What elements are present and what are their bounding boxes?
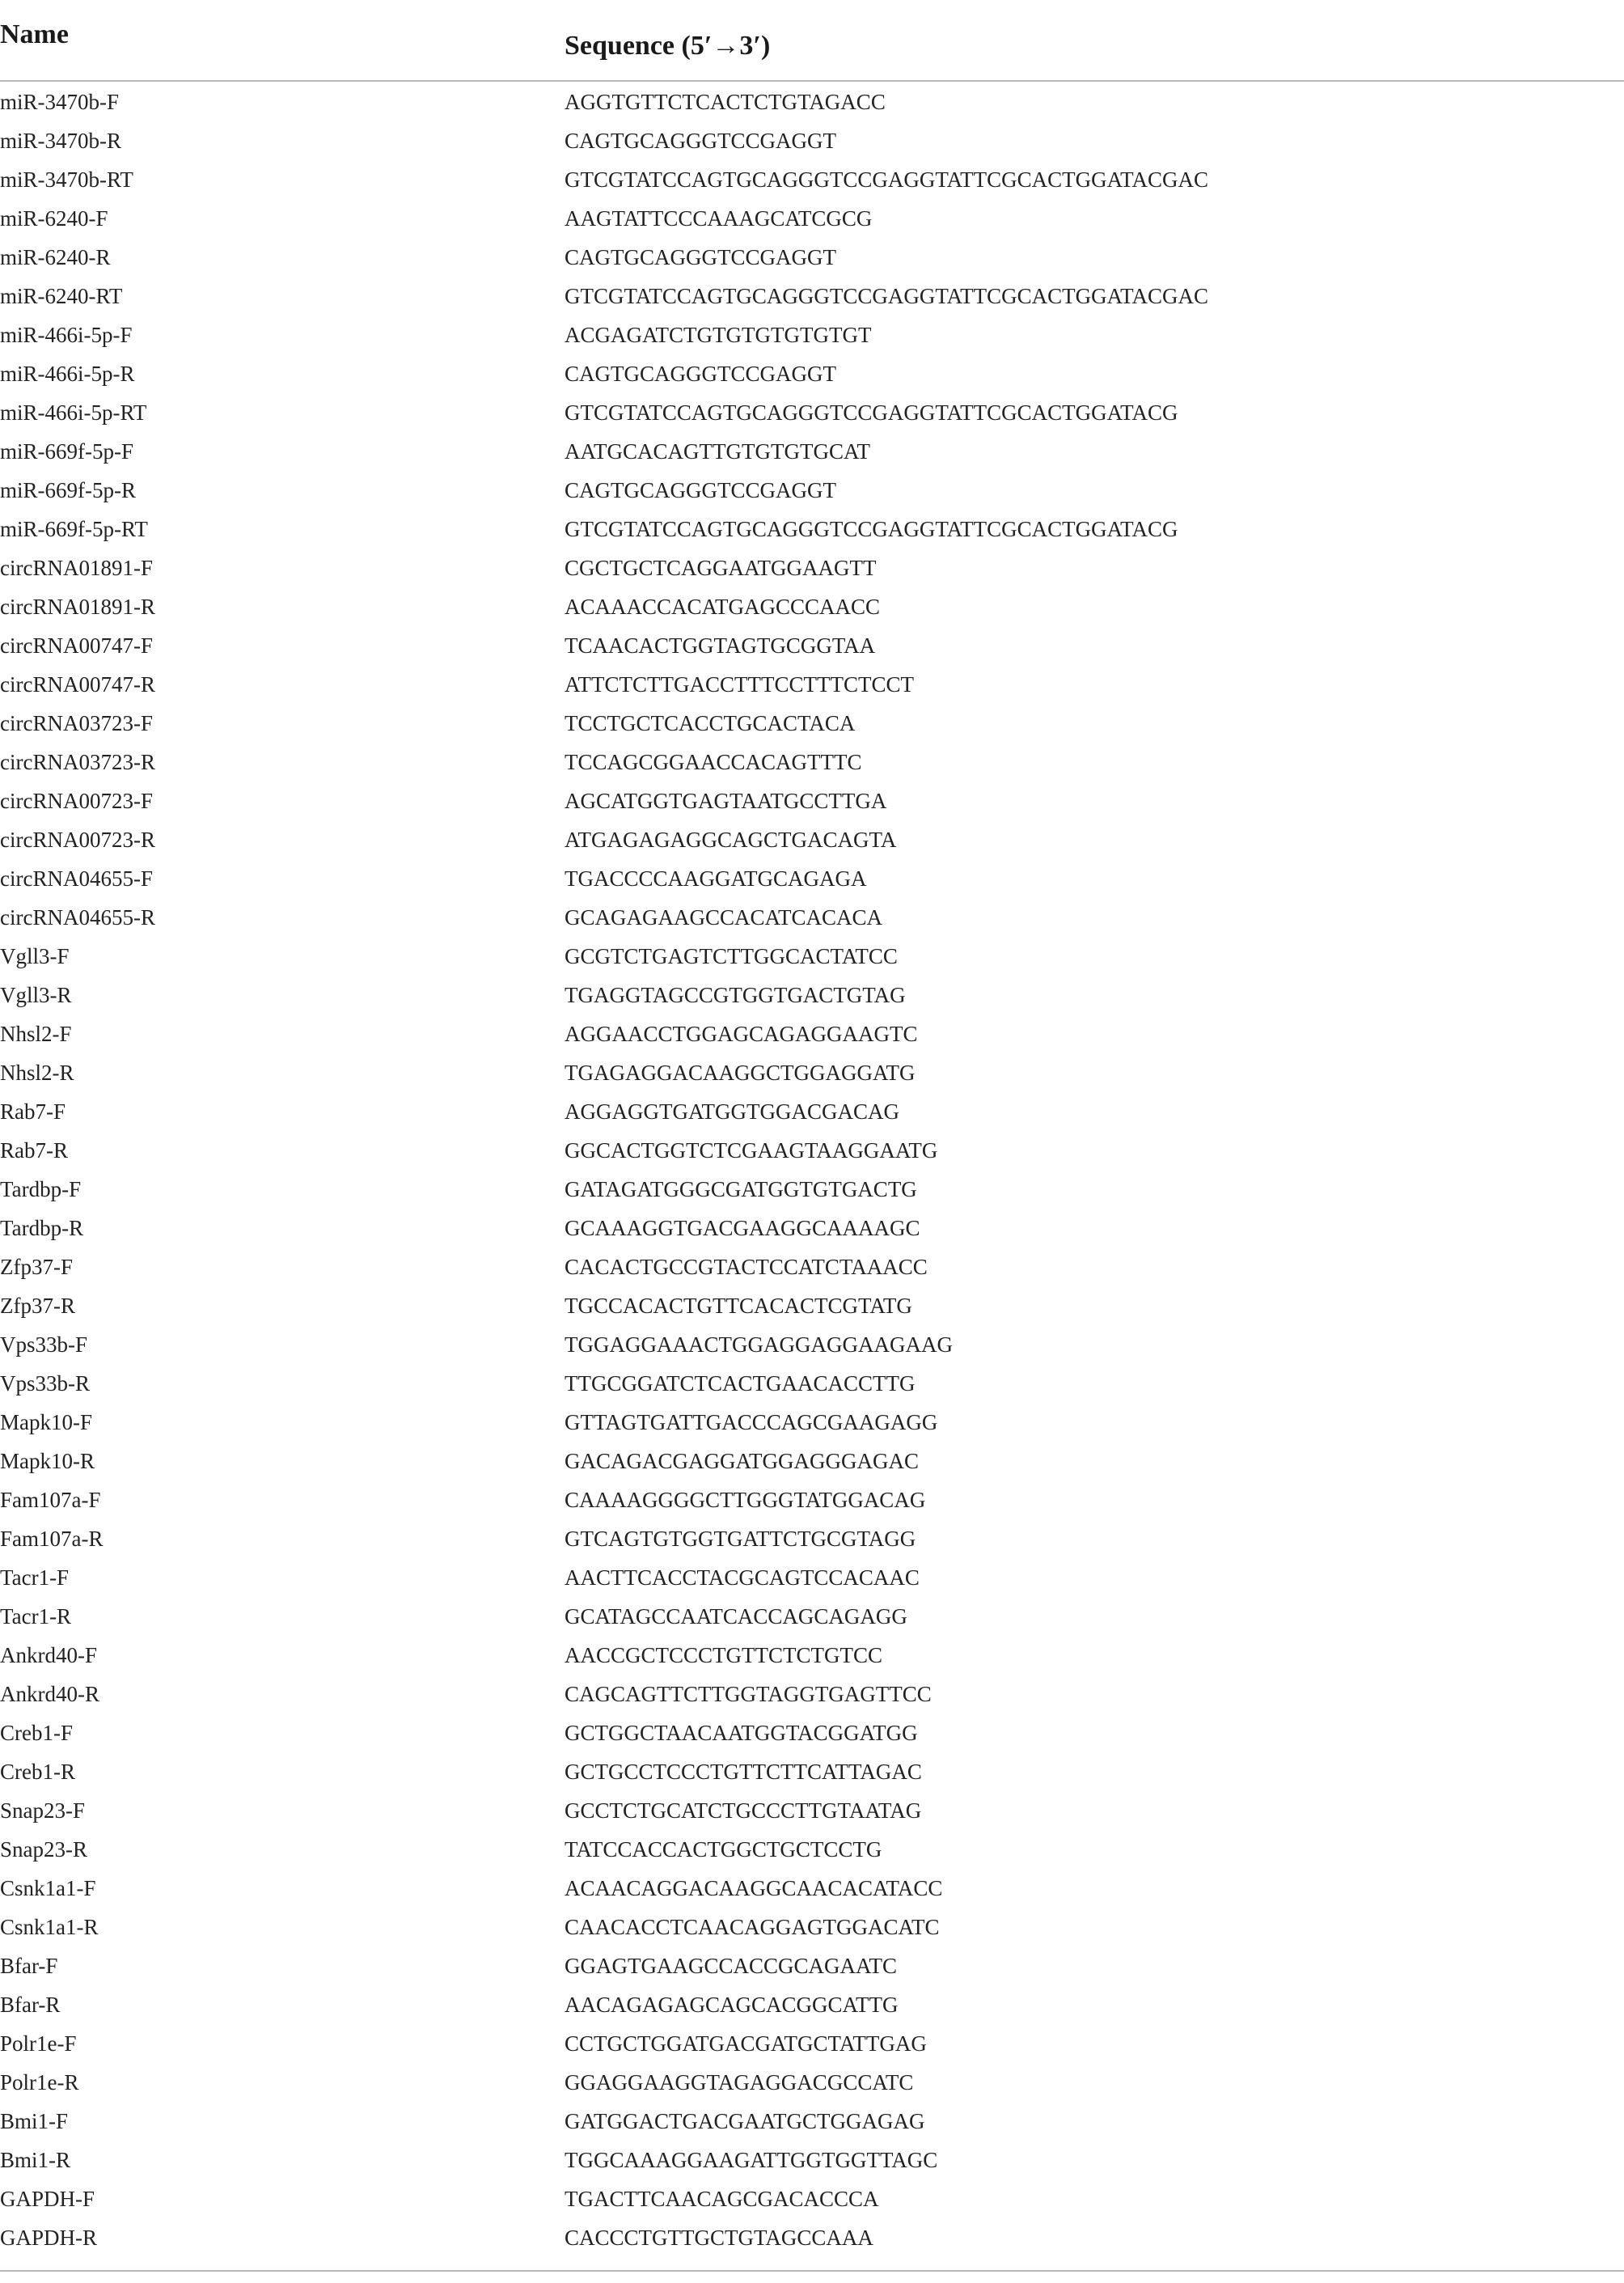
table-row	[0, 1403, 1624, 1442]
table-row	[0, 976, 1624, 1014]
primer-sequence-cell: AATGCACAGTTGTGTGTGCAT	[565, 439, 870, 464]
table-row	[0, 1092, 1624, 1131]
primer-sequence-cell: CCTGCTGGATGACGATGCTATTGAG	[565, 2031, 927, 2056]
column-header-sequence: Sequence (5′→3′)	[565, 31, 771, 61]
primer-sequence-cell: GATGGACTGACGAATGCTGGAGAG	[565, 2109, 925, 2133]
primer-name-cell: Tacr1-F	[0, 1565, 70, 1590]
table-body	[0, 83, 1624, 2257]
primer-name-cell: miR-6240-RT	[0, 284, 123, 308]
table-row	[0, 2102, 1624, 2141]
primer-sequence-cell: CAGTGCAGGGTCCGAGGT	[565, 362, 836, 386]
primer-name-cell: miR-6240-F	[0, 206, 108, 231]
primer-name-cell: Bfar-R	[0, 1993, 61, 2017]
primer-sequence-cell: TGAGGTAGCCGTGGTGACTGTAG	[565, 983, 906, 1007]
primer-sequence-cell: GGAGGAAGGTAGAGGACGCCATC	[565, 2070, 914, 2095]
primer-name-cell: Fam107a-F	[0, 1488, 101, 1512]
primer-sequence-cell: TCCTGCTCACCTGCACTACA	[565, 711, 856, 735]
primer-name-cell: Fam107a-R	[0, 1527, 104, 1551]
column-header-name: Name	[0, 19, 69, 49]
table-row	[0, 2141, 1624, 2179]
primer-name-cell: Zfp37-R	[0, 1294, 75, 1318]
table-row	[0, 1364, 1624, 1403]
primer-name-cell: Polr1e-R	[0, 2070, 79, 2095]
table-row	[0, 937, 1624, 976]
table-row	[0, 898, 1624, 937]
table-row	[0, 587, 1624, 626]
table-row	[0, 471, 1624, 510]
table-row	[0, 704, 1624, 743]
primer-name-cell: circRNA03723-F	[0, 711, 153, 735]
primer-name-cell: Rab7-R	[0, 1138, 68, 1163]
primer-sequence-cell: ACGAGATCTGTGTGTGTGTGT	[565, 323, 872, 347]
primer-sequence-cell: TGACCCCAAGGATGCAGAGA	[565, 866, 867, 891]
table-row	[0, 1053, 1624, 1092]
primer-name-cell: Mapk10-F	[0, 1410, 92, 1434]
table-row	[0, 1325, 1624, 1364]
table-row	[0, 1869, 1624, 1908]
primer-name-cell: Snap23-F	[0, 1798, 86, 1823]
primer-sequence-cell: AGGTGTTCTCACTCTGTAGACC	[565, 90, 886, 114]
table-row	[0, 820, 1624, 859]
table-row	[0, 121, 1624, 160]
primer-sequence-cell: GCAGAGAAGCCACATCACACA	[565, 905, 883, 930]
primer-name-cell: Vps33b-R	[0, 1371, 91, 1396]
primer-name-cell: circRNA01891-F	[0, 556, 153, 580]
table-row	[0, 626, 1624, 665]
table-row	[0, 199, 1624, 238]
primer-name-cell: Snap23-R	[0, 1837, 87, 1862]
primer-name-cell: Csnk1a1-R	[0, 1915, 99, 1939]
table-row	[0, 1131, 1624, 1170]
table-row	[0, 393, 1624, 432]
primer-sequence-cell: GCAAAGGTGACGAAGGCAAAAGC	[565, 1216, 920, 1240]
table-header	[0, 0, 1624, 81]
table-row	[0, 1675, 1624, 1713]
primer-name-cell: Bfar-F	[0, 1954, 58, 1978]
primer-name-cell: miR-3470b-R	[0, 129, 122, 153]
primer-name-cell: Csnk1a1-F	[0, 1876, 96, 1900]
table-row	[0, 1170, 1624, 1209]
primer-sequence-cell: TGCCACACTGTTCACACTCGTATG	[565, 1294, 912, 1318]
primer-sequence-cell: CGCTGCTCAGGAATGGAAGTT	[565, 556, 877, 580]
primer-sequence-cell: AAGTATTCCCAAAGCATCGCG	[565, 206, 873, 231]
primer-sequence-cell: GCTGGCTAACAATGGTACGGATGG	[565, 1721, 918, 1745]
table-row	[0, 1597, 1624, 1636]
primer-sequence-cell: TTGCGGATCTCACTGAACACCTTG	[565, 1371, 916, 1396]
primer-sequence-cell: GTCGTATCCAGTGCAGGGTCCGAGGTATTCGCACTGGATACGAC	[565, 284, 1209, 308]
table-row	[0, 1014, 1624, 1053]
primer-name-cell: GAPDH-F	[0, 2187, 95, 2211]
table-row	[0, 1752, 1624, 1791]
primer-sequence-cell: AACAGAGAGCAGCACGGCATTG	[565, 1993, 899, 2017]
table-row	[0, 1442, 1624, 1480]
primer-name-cell: circRNA01891-R	[0, 595, 155, 619]
table-row	[0, 1519, 1624, 1558]
primer-name-cell: Bmi1-F	[0, 2109, 69, 2133]
primer-name-cell: miR-466i-5p-F	[0, 323, 133, 347]
primer-name-cell: Mapk10-R	[0, 1449, 95, 1473]
table-row	[0, 1946, 1624, 1985]
table-row	[0, 277, 1624, 316]
primer-sequence-cell: ATGAGAGAGGCAGCTGACAGTA	[565, 828, 897, 852]
primer-sequence-cell: CAGTGCAGGGTCCGAGGT	[565, 129, 836, 153]
table-row	[0, 1480, 1624, 1519]
primer-name-cell: miR-669f-5p-F	[0, 439, 133, 464]
primer-name-cell: Nhsl2-R	[0, 1061, 74, 1085]
primer-name-cell: Nhsl2-F	[0, 1022, 72, 1046]
primer-sequence-cell: GCGTCTGAGTCTTGGCACTATCC	[565, 944, 898, 968]
table-row	[0, 1286, 1624, 1325]
table-row	[0, 1985, 1624, 2024]
primer-sequence-cell: GCTGCCTCCCTGTTCTTCATTAGAC	[565, 1760, 922, 1784]
table-row	[0, 354, 1624, 393]
primer-name-cell: circRNA00723-R	[0, 828, 155, 852]
primer-sequence-cell: TCAACACTGGTAGTGCGGTAA	[565, 633, 876, 658]
table-row	[0, 1791, 1624, 1830]
primer-name-cell: circRNA00747-R	[0, 672, 155, 697]
primer-name-cell: Tardbp-R	[0, 1216, 84, 1240]
primer-sequence-cell: AGCATGGTGAGTAATGCCTTGA	[565, 789, 887, 813]
primer-name-cell: circRNA04655-R	[0, 905, 155, 930]
table-row	[0, 83, 1624, 121]
primer-sequence-cell: GTCAGTGTGGTGATTCTGCGTAGG	[565, 1527, 916, 1551]
primer-name-cell: circRNA00723-F	[0, 789, 153, 813]
primer-sequence-cell: AACCGCTCCCTGTTCTCTGTCC	[565, 1643, 883, 1667]
primer-name-cell: miR-669f-5p-R	[0, 478, 136, 502]
primer-sequence-cell: GTCGTATCCAGTGCAGGGTCCGAGGTATTCGCACTGGATACGAC	[565, 167, 1209, 192]
primer-name-cell: Ankrd40-F	[0, 1643, 97, 1667]
table-row	[0, 1558, 1624, 1597]
table-bottom-rule	[0, 2270, 1624, 2272]
primer-sequence-cell: TATCCACCACTGGCTGCTCCTG	[565, 1837, 882, 1862]
primer-sequence-cell: GTCGTATCCAGTGCAGGGTCCGAGGTATTCGCACTGGATACG	[565, 400, 1178, 425]
primer-name-cell: Ankrd40-R	[0, 1682, 99, 1706]
primer-name-cell: miR-6240-R	[0, 245, 111, 269]
table-row	[0, 1830, 1624, 1869]
primer-sequence-cell: AGGAACCTGGAGCAGAGGAAGTC	[565, 1022, 918, 1046]
table-row	[0, 2179, 1624, 2218]
primer-sequence-cell: TGGAGGAAACTGGAGGAGGAAGAAG	[565, 1332, 953, 1357]
table-row	[0, 1247, 1624, 1286]
primer-sequence-cell: CAAAAGGGGCTTGGGTATGGACAG	[565, 1488, 926, 1512]
table-row	[0, 549, 1624, 587]
primer-sequence-cell: CAACACCTCAACAGGAGTGGACATC	[565, 1915, 940, 1939]
table-row	[0, 781, 1624, 820]
table-row	[0, 665, 1624, 704]
primer-sequence-cell: ACAAACCACATGAGCCCAACC	[565, 595, 881, 619]
primer-name-cell: Vps33b-F	[0, 1332, 88, 1357]
primer-name-cell: miR-466i-5p-RT	[0, 400, 147, 425]
primer-name-cell: Creb1-R	[0, 1760, 75, 1784]
primer-sequence-cell: TGAGAGGACAAGGCTGGAGGATG	[565, 1061, 916, 1085]
primer-name-cell: miR-3470b-RT	[0, 167, 133, 192]
primer-name-cell: Creb1-F	[0, 1721, 73, 1745]
primer-sequence-cell: TGACTTCAACAGCGACACCCA	[565, 2187, 879, 2211]
table-row	[0, 2024, 1624, 2063]
primer-sequence-cell: AGGAGGTGATGGTGGACGACAG	[565, 1099, 899, 1124]
primer-name-cell: circRNA03723-R	[0, 750, 155, 774]
primer-name-cell: Zfp37-F	[0, 1255, 73, 1279]
table-row	[0, 432, 1624, 471]
table-row	[0, 2218, 1624, 2257]
primer-sequence-cell: GTTAGTGATTGACCCAGCGAAGAGG	[565, 1410, 938, 1434]
primer-name-cell: circRNA04655-F	[0, 866, 153, 891]
primer-sequence-cell: GCATAGCCAATCACCAGCAGAGG	[565, 1604, 907, 1629]
primer-sequence-cell: GTCGTATCCAGTGCAGGGTCCGAGGTATTCGCACTGGATACG	[565, 517, 1178, 541]
primer-sequence-cell: GACAGACGAGGATGGAGGGAGAC	[565, 1449, 919, 1473]
primer-name-cell: Vgll3-R	[0, 983, 72, 1007]
table-row	[0, 1636, 1624, 1675]
primer-name-cell: GAPDH-R	[0, 2226, 98, 2250]
primer-name-cell: circRNA00747-F	[0, 633, 153, 658]
primer-sequence-cell: GGAGTGAAGCCACCGCAGAATC	[565, 1954, 898, 1978]
primer-name-cell: Polr1e-F	[0, 2031, 77, 2056]
primer-sequence-cell: GGCACTGGTCTCGAAGTAAGGAATG	[565, 1138, 938, 1163]
primer-sequence-cell: TGGCAAAGGAAGATTGGTGGTTAGC	[565, 2148, 938, 2172]
primer-sequence-cell: GCCTCTGCATCTGCCCTTGTAATAG	[565, 1798, 922, 1823]
primer-name-cell: miR-466i-5p-R	[0, 362, 135, 386]
primer-sequence-cell: CACCCTGTTGCTGTAGCCAAA	[565, 2226, 873, 2250]
table-row	[0, 1713, 1624, 1752]
primer-sequence-cell: CAGTGCAGGGTCCGAGGT	[565, 245, 836, 269]
primer-sequence-cell: AACTTCACCTACGCAGTCCACAAC	[565, 1565, 920, 1590]
primer-name-cell: Tardbp-F	[0, 1177, 82, 1201]
table-row	[0, 2063, 1624, 2102]
primer-sequence-cell: CAGCAGTTCTTGGTAGGTGAGTTCC	[565, 1682, 932, 1706]
table-row	[0, 238, 1624, 277]
primer-name-cell: Tacr1-R	[0, 1604, 72, 1629]
primer-sequence-cell: CACACTGCCGTACTCCATCTAAACC	[565, 1255, 928, 1279]
primer-name-cell: miR-669f-5p-RT	[0, 517, 148, 541]
table-row	[0, 1908, 1624, 1946]
primer-sequence-cell: GATAGATGGGCGATGGTGTGACTG	[565, 1177, 917, 1201]
table-row	[0, 160, 1624, 199]
primer-sequence-cell: TCCAGCGGAACCACAGTTTC	[565, 750, 862, 774]
primer-name-cell: Bmi1-R	[0, 2148, 71, 2172]
primer-sequence-cell: CAGTGCAGGGTCCGAGGT	[565, 478, 836, 502]
primer-name-cell: Rab7-F	[0, 1099, 66, 1124]
primer-name-cell: Vgll3-F	[0, 944, 70, 968]
primer-name-cell: miR-3470b-F	[0, 90, 120, 114]
primer-sequence-cell: ATTCTCTTGACCTTTCCTTTCTCCT	[565, 672, 914, 697]
table-row	[0, 510, 1624, 549]
table-row	[0, 316, 1624, 354]
primer-sequence-cell: ACAACAGGACAAGGCAACACATACC	[565, 1876, 943, 1900]
table-row	[0, 859, 1624, 898]
table-row	[0, 1209, 1624, 1247]
table-row	[0, 743, 1624, 781]
header-divider	[0, 80, 1624, 82]
